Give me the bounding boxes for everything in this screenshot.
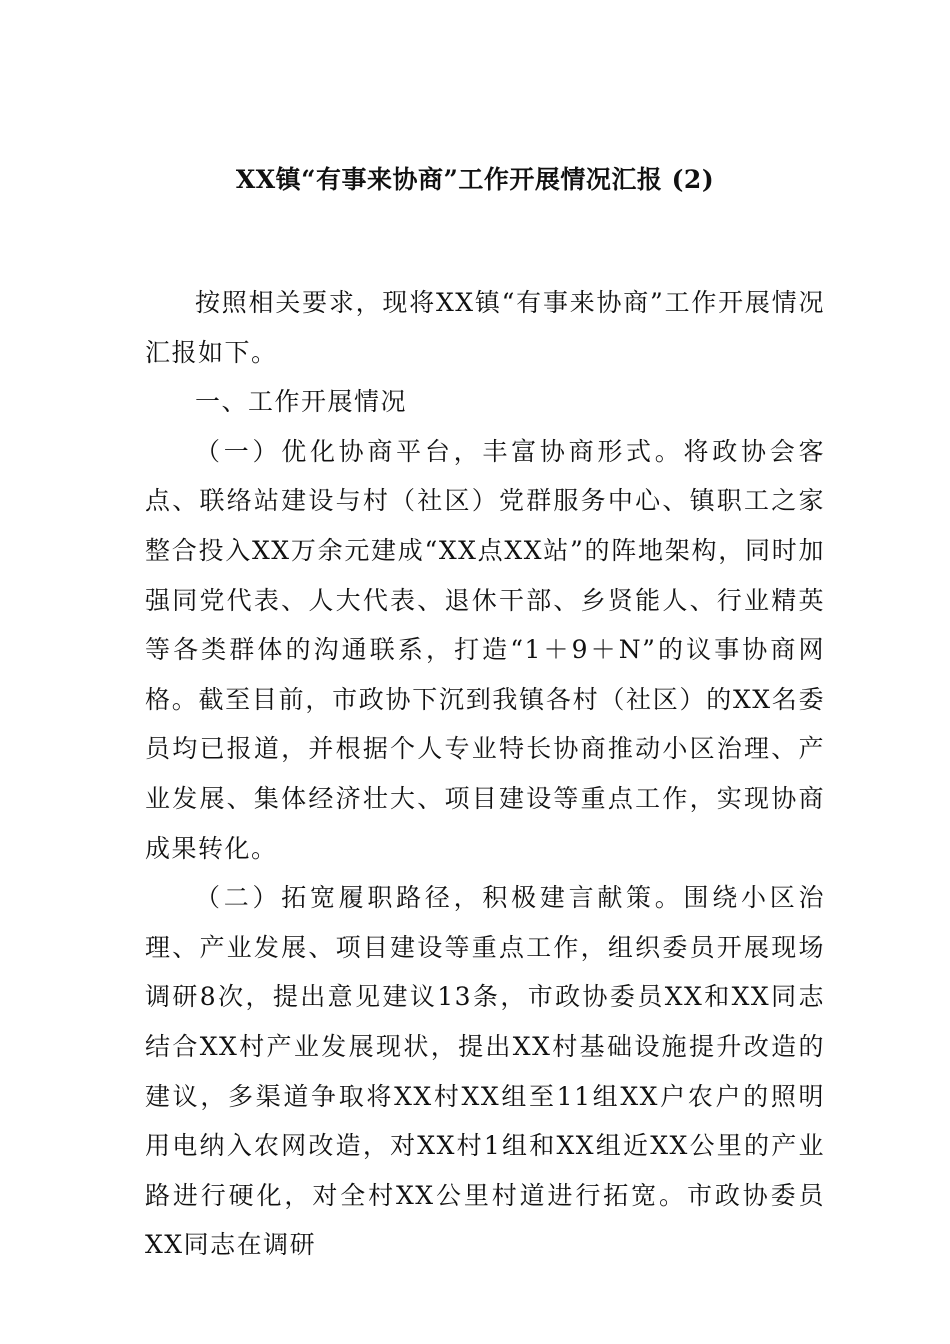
- document-title: XX镇“有事来协商”工作开展情况汇报 (2): [235, 165, 715, 194]
- section-heading: 一、工作开展情况: [195, 387, 408, 417]
- body-paragraph-1: （一）优化协商平台，丰富协商形式。将政协会客点、联络站建设与村（社区）党群服务中心、镇职工之家整合投入XX万余元建成“XX点XX站”的阵地架构，同时加强同党代表、人大代表、退休干部、乡贤能人、行业精英等各类群体的沟通联系，打造“1＋9＋N”的议事协商网格。截至目前，市政协下沉到我镇各村（社区）的XX名委员均已报道，并根据个人专业特长协商推动小区治理、产业发展、集体经济壮大、项目建设等重点工作，实现协商成果转化。: [145, 436, 825, 863]
- body-paragraph-2: （二）拓宽履职路径，积极建言献策。围绕小区治理、产业发展、项目建设等重点工作，组织委员开展现场调研8次，提出意见建议13条，市政协委员XX和XX同志结合XX村产业发展现状，提出XX村基础设施提升改造的建议，多渠道争取将XX村XX组至11组XX户农户的照明用电纳入农网改造，对XX村1组和XX组近XX公里的产业路进行硬化，对全村XX公里村道进行拓宽。市政协委员XX同志在调研: [145, 883, 825, 1260]
- intro-paragraph: 按照相关要求，现将XX镇“有事来协商”工作开展情况汇报如下。: [145, 288, 825, 367]
- document-body: [145, 278, 825, 1270]
